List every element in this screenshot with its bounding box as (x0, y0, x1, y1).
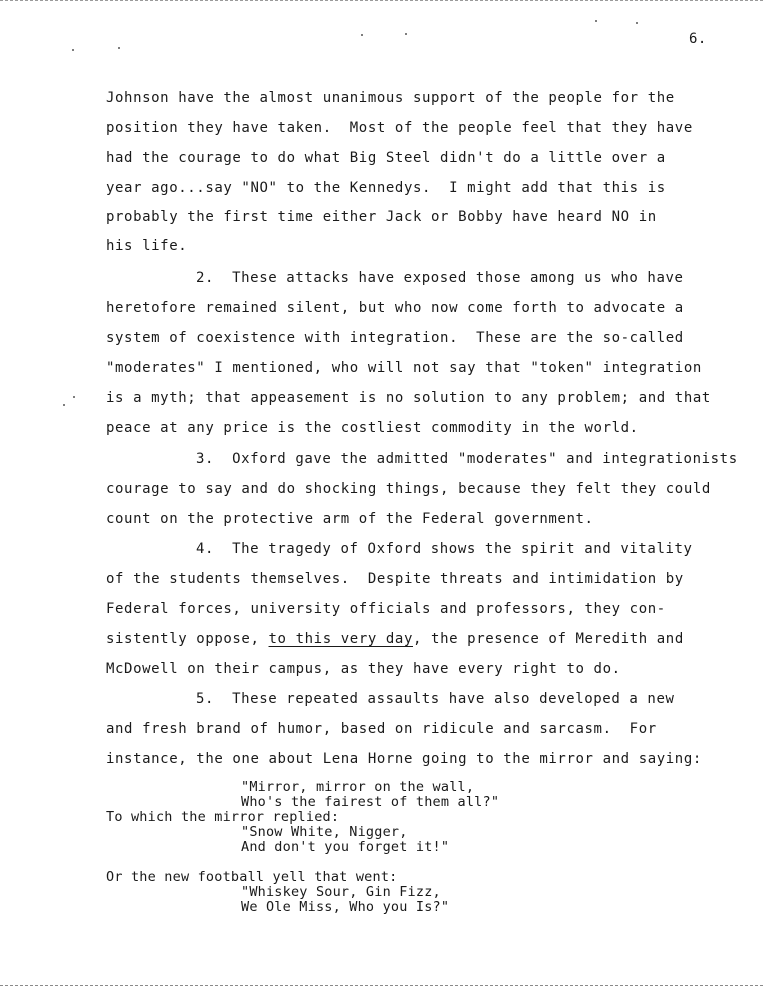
page-number: 6. (689, 31, 707, 47)
text-line: of the students themselves. Despite threats and intimidation by (106, 571, 684, 587)
text-line: probably the first time either Jack or Bobby have heard NO in (106, 209, 657, 225)
text-line: his life. (106, 238, 188, 254)
paragraph-5-start: 5. These repeated assaults have also developed a new (196, 691, 675, 707)
bottom-rule (0, 985, 763, 986)
paragraph-4-start: 4. The tragedy of Oxford shows the spirit and vitality (196, 541, 693, 557)
verse-line: "Whiskey Sour, Gin Fizz, (241, 884, 441, 900)
top-border (0, 0, 763, 1)
text-line: Johnson have the almost unanimous support of the people for the (106, 90, 675, 106)
scan-speck (595, 20, 597, 22)
text-line: count on the protective arm of the Federal government. (106, 511, 594, 527)
verse-line: "Snow White, Nigger, (241, 824, 408, 840)
verse-line: "Mirror, mirror on the wall, (241, 779, 475, 795)
verse-line: We Ole Miss, Who you Is?" (241, 899, 450, 915)
text-segment: , the presence of Meredith and (413, 631, 684, 647)
text-line: heretofore remained silent, but who now come forth to advocate a (106, 300, 684, 316)
text-line: "moderates" I mentioned, who will not say that "token" integration (106, 360, 702, 376)
scan-speck (63, 404, 65, 406)
scan-speck (361, 34, 363, 36)
scan-speck (636, 22, 638, 24)
verse-line: And don't you forget it!" (241, 839, 450, 855)
verse-intro: To which the mirror replied: (106, 809, 340, 825)
text-line: instance, the one about Lena Horne going to the mirror and saying: (106, 751, 702, 767)
paragraph-2-start: 2. These attacks have exposed those among us who have (196, 270, 684, 286)
text-line: McDowell on their campus, as they have every right to do. (106, 661, 621, 677)
text-segment: sistently oppose, (106, 631, 269, 647)
paragraph-3-start: 3. Oxford gave the admitted "moderates" and integrationists (196, 451, 738, 467)
scan-speck (405, 33, 407, 35)
underlined-phrase: to this very day (268, 631, 413, 647)
scan-speck (73, 396, 75, 398)
text-line-underlined (106, 630, 684, 648)
text-line: and fresh brand of humor, based on ridicule and sarcasm. For (106, 721, 657, 737)
text-line: is a myth; that appeasement is no solution to any problem; and that (106, 390, 711, 406)
verse-intro: Or the new football yell that went: (106, 869, 398, 885)
scan-speck (118, 47, 120, 49)
text-line: system of coexistence with integration. These are the so-called (106, 330, 684, 346)
text-line: courage to say and do shocking things, because they felt they could (106, 481, 711, 497)
text-line: Federal forces, university officials and professors, they con- (106, 601, 666, 617)
text-line: year ago...say "NO" to the Kennedys. I might add that this is (106, 180, 666, 196)
text-line: position they have taken. Most of the people feel that they have (106, 120, 693, 136)
scan-speck (72, 49, 74, 51)
text-line: had the courage to do what Big Steel didn't do a little over a (106, 150, 666, 166)
verse-line: Who's the fairest of them all?" (241, 794, 500, 810)
text-line: peace at any price is the costliest commodity in the world. (106, 420, 639, 436)
